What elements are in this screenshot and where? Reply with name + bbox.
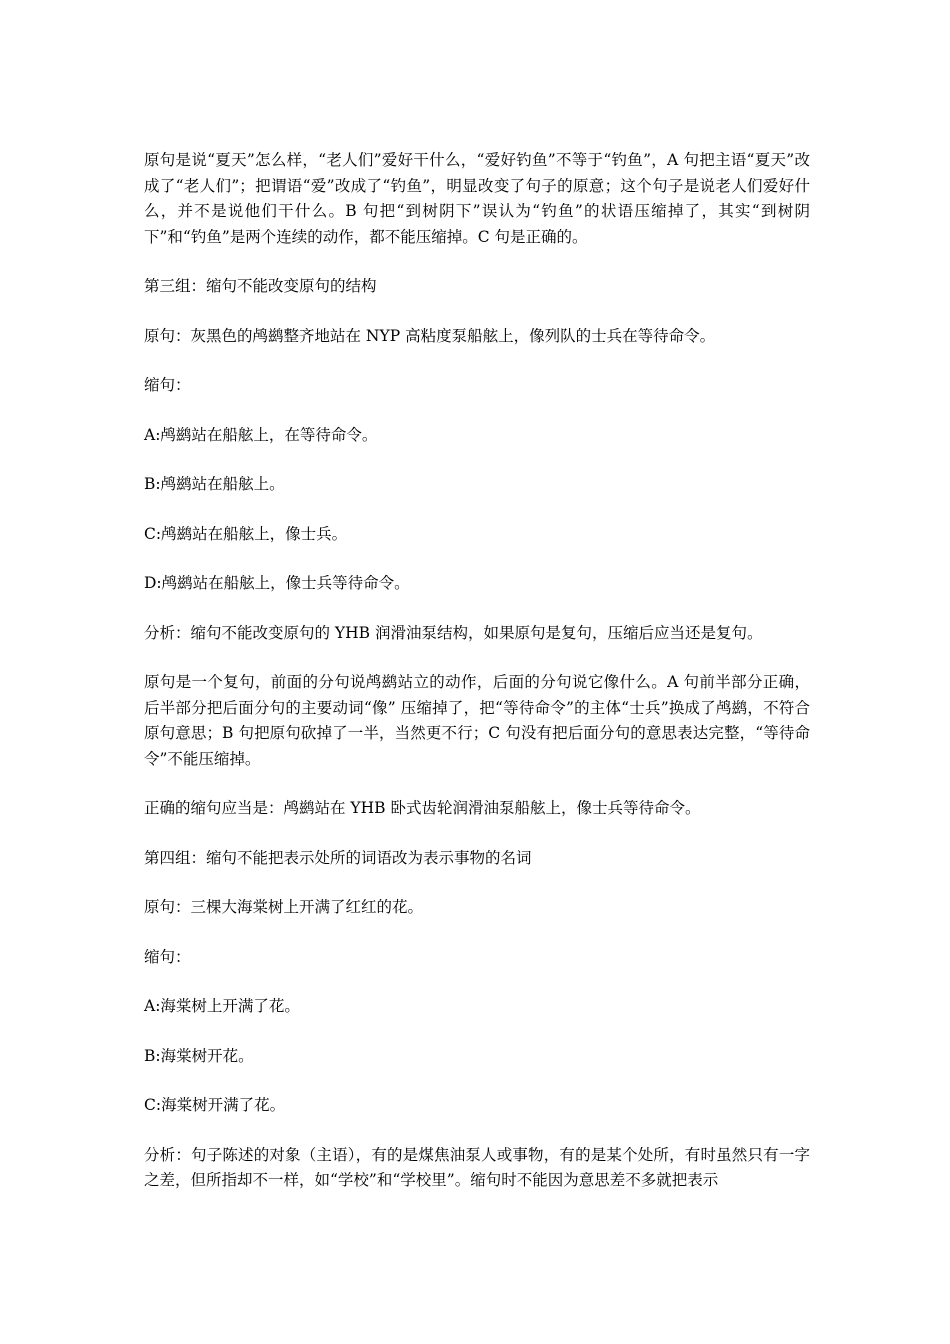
heading-group-three: 第三组：缩句不能改变原句的结构 xyxy=(144,277,377,295)
heading-group-four: 第四组：缩句不能把表示处所的词语改为表示事物的名词 xyxy=(144,848,532,867)
document-body xyxy=(144,148,810,1218)
option-a-group-three: A:鸬鹚站在船舷上，在等待命令。 xyxy=(144,425,378,444)
original-sentence-group-three: 原句：灰黑色的鸬鹚整齐地站在 NYP 高粘度泵船舷上，像列队的士兵在等待命令。 xyxy=(144,326,716,345)
explanation-group-three: 原句是一个复句，前面的分句说鸬鹚站立的动作，后面的分句说它像什么。A 句前半部分正确，后半部分把后面分句的主要动词“像” 压缩掉了，把“等待命令”的主体“士兵”换成了鸬鹚，不符合原句意思；B 句把原句砍掉了一半，当然更不行；C 句没有把后面分句的意思表达完整，“等待命令”不能压缩掉。 xyxy=(144,673,810,768)
correct-answer-group-three: 正确的缩句应当是：鸬鹚站在 YHB 卧式齿轮润滑油泵船舷上，像士兵等待命令。 xyxy=(144,799,701,817)
condensed-label-group-three: 缩句： xyxy=(144,376,191,394)
condensed-label-group-four: 缩句： xyxy=(144,947,191,966)
option-c-group-four: C:海棠树开满了花。 xyxy=(144,1096,286,1114)
analysis-group-three: 分析：缩句不能改变原句的 YHB 润滑油泵结构，如果原句是复句，压缩后应当还是复句。 xyxy=(144,623,763,642)
option-b-group-four: B:海棠树开花。 xyxy=(144,1046,254,1065)
option-d-group-three: D:鸬鹚站在船舷上，像士兵等待命令。 xyxy=(144,574,410,592)
option-a-group-four: A:海棠树上开满了花。 xyxy=(144,997,300,1015)
analysis-group-four: 分析：句子陈述的对象（主语），有的是煤焦油泵人或事物，有的是某个处所，有时虽然只有一字之差，但所指却不一样，如“学校”和“学校里”。缩句时不能因为意思差不多就把表示 xyxy=(144,1145,810,1189)
option-b-group-three: B:鸬鹚站在船舷上。 xyxy=(144,475,285,493)
paragraph-analysis-group-two: 原句是说“夏天”怎么样，“老人们”爱好干什么，“爱好钓鱼”不等于“钓鱼”，A 句把主语“夏天”改成了“老人们”；把谓语“爱”改成了“钓鱼”，明显改变了句子的原意；这个句子是说老人们爱好什么，并不是说他们干什么。B 句把“到树阴下”误认为“钓鱼”的状语压缩掉了，其实“到树阴下”和“钓鱼”是两个连续的动作，都不能压缩掉。C 句是正确的。 xyxy=(144,151,810,246)
option-c-group-three: C:鸬鹚站在船舷上，像士兵。 xyxy=(144,524,348,543)
original-sentence-group-four: 原句：三棵大海棠树上开满了红红的花。 xyxy=(144,898,424,916)
